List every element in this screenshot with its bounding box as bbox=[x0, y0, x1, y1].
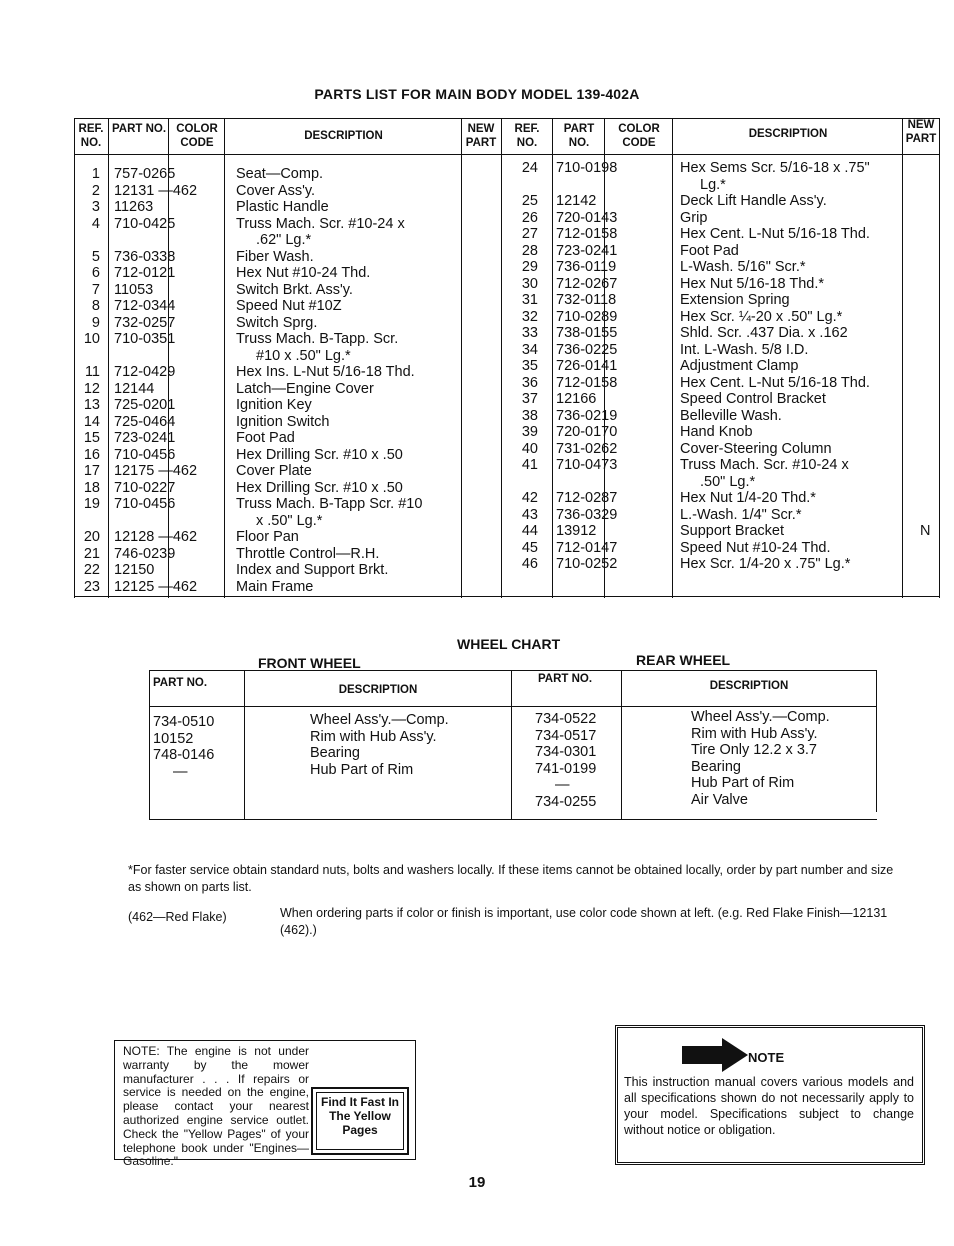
left-part-no: 710-0456 bbox=[114, 496, 176, 512]
right-description: Foot Pad bbox=[680, 242, 739, 259]
header-new-part-2: NEW PART bbox=[905, 119, 937, 145]
rear-description: Hub Part of Rim bbox=[691, 775, 795, 791]
left-ref-no: 9 bbox=[91, 314, 100, 331]
left-ref-no: 2 bbox=[91, 182, 100, 199]
left-ref-no: 1 bbox=[91, 166, 100, 182]
right-ref-no: 39 bbox=[521, 424, 538, 440]
front-part-no-header: PART NO. bbox=[152, 677, 208, 689]
wheel-chart-title: WHEEL CHART bbox=[457, 636, 561, 652]
right-row bbox=[74, 523, 940, 539]
right-ref-no: 29 bbox=[521, 259, 538, 275]
front-description: Wheel Ass'y.—Comp. bbox=[310, 712, 449, 728]
header-new-part: NEW PART bbox=[465, 123, 497, 149]
manual-note-text: This instruction manual covers various models and all specifications shown do not necessarily apply to your model. Specifications subject to change without notice or obligation. bbox=[624, 1075, 914, 1137]
front-description: Rim with Hub Ass'y. bbox=[310, 728, 437, 745]
front-desc-list bbox=[310, 712, 449, 778]
right-ref-no: 31 bbox=[521, 292, 538, 308]
right-ref-no: 26 bbox=[521, 209, 538, 226]
left-part-no: 736-0338 bbox=[114, 248, 176, 265]
right-row bbox=[74, 309, 940, 325]
engine-warranty-note bbox=[114, 1040, 416, 1169]
left-ref-no: 22 bbox=[83, 562, 100, 578]
right-description: L.-Wash. 1/4" Scr.* bbox=[680, 506, 802, 523]
right-row-continued bbox=[74, 474, 940, 490]
header-color-code-2: COLOR CODE bbox=[618, 123, 660, 149]
header-ref-no-2: REF. NO. bbox=[514, 123, 540, 149]
right-description: Speed Nut #10-24 Thd. bbox=[680, 539, 831, 556]
left-description: Hex Ins. L-Nut 5/16-18 Thd. bbox=[236, 364, 415, 380]
right-part-no: 710-0473 bbox=[556, 457, 618, 473]
left-description: Hex Nut #10-24 Thd. bbox=[236, 265, 371, 281]
left-description: Plastic Handle bbox=[236, 199, 329, 215]
left-description: Speed Nut #10Z bbox=[236, 298, 342, 314]
right-row bbox=[74, 292, 940, 308]
right-part-no: 712-0147 bbox=[556, 539, 618, 556]
left-part-no: 11263 bbox=[114, 199, 154, 215]
right-part-no: 736-0225 bbox=[556, 341, 618, 358]
wheel-table bbox=[149, 670, 877, 820]
front-part-no: — bbox=[173, 763, 188, 780]
right-ref-no: 37 bbox=[521, 391, 538, 407]
left-ref-no: 10 bbox=[83, 331, 100, 347]
header-description-2: DESCRIPTION bbox=[748, 128, 828, 140]
right-ref-no: 36 bbox=[521, 374, 538, 391]
right-row bbox=[74, 375, 940, 391]
right-description: Support Bracket bbox=[680, 523, 784, 539]
left-ref-no: 11 bbox=[84, 364, 100, 380]
right-ref-no: 24 bbox=[521, 160, 538, 176]
left-description: Switch Brkt. Ass'y. bbox=[236, 281, 353, 298]
right-row bbox=[74, 540, 940, 556]
left-description: Seat—Comp. bbox=[236, 166, 324, 182]
right-description: Cover-Steering Column bbox=[680, 440, 832, 457]
left-part-no: 725-0464 bbox=[114, 413, 176, 430]
left-ref-no: 16 bbox=[83, 446, 100, 463]
right-ref-no: 42 bbox=[521, 490, 538, 506]
left-part-no: 710-0425 bbox=[114, 215, 176, 232]
left-description: Hex Drilling Scr. #10 x .50 bbox=[236, 479, 403, 496]
right-description: Hex Scr. 1/4-20 x .75" Lg.* bbox=[680, 556, 851, 572]
right-ref-no: 27 bbox=[521, 226, 538, 242]
manual-note-label: NOTE bbox=[748, 1050, 785, 1065]
rear-description: Air Valve bbox=[691, 791, 748, 808]
right-row bbox=[74, 391, 940, 407]
right-description: Grip bbox=[680, 209, 708, 226]
right-row bbox=[74, 325, 940, 341]
left-ref-no: 18 bbox=[83, 479, 100, 496]
header-color-code: COLOR CODE bbox=[176, 123, 218, 149]
right-ref-no: 46 bbox=[521, 556, 538, 572]
front-part-list bbox=[153, 714, 214, 780]
left-part-no: 12125 —462 bbox=[114, 578, 198, 595]
right-description: Shld. Scr. .437 Dia. x .162 bbox=[680, 325, 848, 341]
right-ref-no: 40 bbox=[521, 440, 538, 457]
front-part-no: 748-0146 bbox=[153, 747, 215, 763]
right-part-no: 726-0141 bbox=[556, 358, 618, 374]
left-description-continued: x .50" Lg.* bbox=[256, 512, 323, 529]
left-ref-no: 19 bbox=[83, 496, 100, 512]
left-part-no: 710-0351 bbox=[114, 331, 176, 347]
right-description: Extension Spring bbox=[680, 292, 790, 308]
front-description: Bearing bbox=[310, 745, 360, 761]
right-part-no: 732-0118 bbox=[556, 292, 617, 308]
right-description: Hex Cent. L-Nut 5/16-18 Thd. bbox=[680, 226, 870, 242]
left-description: Switch Sprg. bbox=[236, 314, 318, 331]
left-part-no: 712-0121 bbox=[114, 265, 176, 281]
right-part-no: 712-0267 bbox=[556, 275, 618, 292]
right-ref-no: 34 bbox=[521, 341, 538, 358]
right-row bbox=[74, 210, 940, 226]
right-row bbox=[74, 556, 940, 572]
right-description: L-Wash. 5/16" Scr.* bbox=[680, 259, 806, 275]
right-new-part: N bbox=[920, 523, 931, 539]
left-part-no: 12150 bbox=[114, 562, 155, 578]
right-part-no: 723-0241 bbox=[556, 242, 618, 259]
left-description: Cover Ass'y. bbox=[236, 182, 316, 199]
right-row bbox=[74, 408, 940, 424]
right-description: Int. L-Wash. 5/8 I.D. bbox=[680, 341, 809, 358]
right-description: Hex Nut 5/16-18 Thd.* bbox=[680, 275, 825, 292]
right-part-no: 710-0252 bbox=[556, 556, 618, 572]
right-part-no: 710-0289 bbox=[556, 308, 618, 325]
right-part-no: 738-0155 bbox=[556, 325, 618, 341]
left-part-no: 12175 —462 bbox=[114, 463, 198, 479]
right-row bbox=[74, 441, 940, 457]
right-row bbox=[74, 226, 940, 242]
left-part-no: 12144 bbox=[114, 380, 155, 397]
right-ref-no: 25 bbox=[521, 193, 538, 209]
front-part-no: 734-0510 bbox=[153, 714, 215, 730]
rear-part-no: — bbox=[555, 777, 570, 793]
right-row bbox=[74, 243, 940, 259]
right-row bbox=[74, 342, 940, 358]
right-ref-no: 38 bbox=[521, 407, 538, 424]
left-ref-no: 17 bbox=[83, 463, 100, 479]
right-row bbox=[74, 259, 940, 275]
right-description: Hex Scr. ¼-20 x .50" Lg.* bbox=[680, 308, 843, 325]
right-row bbox=[74, 457, 940, 473]
right-part-no: 710-0198 bbox=[556, 160, 618, 176]
header-description: DESCRIPTION bbox=[304, 130, 383, 142]
engine-note-text: NOTE: The engine is not under warranty by the mower manufacturer . . . If repairs or service is needed on the engine, please contact your nearest authorized engine service outlet. Check the "Yellow Pages" of your telephone book under "Engines—Gasoline." bbox=[123, 1044, 309, 1169]
right-part-no: 12142 bbox=[556, 193, 597, 209]
left-part-no: 710-0456 bbox=[114, 446, 176, 463]
rear-part-no: 734-0517 bbox=[535, 727, 597, 744]
right-ref-no: 44 bbox=[521, 523, 538, 539]
rear-part-no: 741-0199 bbox=[535, 760, 597, 777]
right-ref-no: 32 bbox=[521, 308, 538, 325]
left-description-continued: .62" Lg.* bbox=[256, 232, 312, 248]
right-row bbox=[74, 424, 940, 440]
left-ref-no: 15 bbox=[83, 430, 100, 446]
left-description: Cover Plate bbox=[236, 463, 312, 479]
left-ref-no: 23 bbox=[83, 578, 100, 595]
left-description: Index and Support Brkt. bbox=[236, 562, 389, 578]
yellow-pages-badge bbox=[311, 1087, 409, 1155]
left-description: Floor Pan bbox=[236, 529, 299, 545]
left-description: Truss Mach. B-Tapp. Scr. bbox=[236, 331, 399, 347]
left-description: Truss Mach. Scr. #10-24 x bbox=[236, 215, 405, 232]
color-code-label: (462—Red Flake) bbox=[128, 910, 227, 924]
left-ref-no: 20 bbox=[83, 529, 100, 545]
right-row bbox=[74, 507, 940, 523]
right-part-no: 712-0158 bbox=[556, 374, 618, 391]
left-part-no: 746-0239 bbox=[114, 545, 176, 562]
front-description: Hub Part of Rim bbox=[310, 761, 414, 778]
right-part-no: 13912 bbox=[556, 523, 597, 539]
left-description: Throttle Control—R.H. bbox=[236, 545, 380, 562]
rear-part-no: 734-0522 bbox=[535, 711, 597, 727]
right-part-no: 720-0170 bbox=[556, 424, 618, 440]
left-description: Hex Drilling Scr. #10 x .50 bbox=[236, 446, 403, 463]
left-part-no: 757-0265 bbox=[114, 166, 176, 182]
right-row bbox=[74, 490, 940, 506]
left-part-no: 732-0257 bbox=[114, 314, 176, 331]
left-part-no: 723-0241 bbox=[114, 430, 176, 446]
right-part-no: 712-0158 bbox=[556, 226, 618, 242]
right-part-no: 736-0119 bbox=[556, 259, 617, 275]
color-code-footnote: When ordering parts if color or finish is important, use color code shown at left. (e.g. Red Flake Finish—12131 (462).) bbox=[280, 906, 888, 937]
right-description: Speed Control Bracket bbox=[680, 391, 826, 407]
right-ref-no: 45 bbox=[521, 539, 538, 556]
right-part-no: 12166 bbox=[556, 391, 597, 407]
right-description-continued: Lg.* bbox=[700, 176, 726, 193]
left-ref-no: 7 bbox=[91, 281, 100, 298]
rear-desc-list bbox=[691, 709, 830, 808]
right-ref-no: 28 bbox=[521, 242, 538, 259]
rear-description: Bearing bbox=[691, 758, 741, 775]
left-description: Latch—Engine Cover bbox=[236, 380, 374, 397]
parts-list-title: PARTS LIST FOR MAIN BODY MODEL 139-402A bbox=[314, 86, 640, 102]
right-row bbox=[74, 160, 940, 176]
right-part-no: 720-0143 bbox=[556, 209, 618, 226]
right-row bbox=[74, 276, 940, 292]
right-ref-no: 41 bbox=[521, 457, 538, 473]
rear-description: Rim with Hub Ass'y. bbox=[691, 725, 818, 742]
right-ref-no: 30 bbox=[521, 275, 538, 292]
left-part-no: 712-0344 bbox=[114, 298, 176, 314]
left-description: Truss Mach. B-Tapp Scr. #10 bbox=[236, 496, 423, 512]
rear-part-no: 734-0301 bbox=[535, 744, 597, 760]
right-part-no: 731-0262 bbox=[556, 440, 618, 457]
left-ref-no: 21 bbox=[83, 545, 100, 562]
left-row bbox=[74, 579, 940, 595]
front-wheel-label: FRONT WHEEL bbox=[258, 655, 361, 671]
right-part-no: 736-0219 bbox=[556, 407, 618, 424]
left-description: Fiber Wash. bbox=[236, 248, 314, 265]
asterisk-footnote: *For faster service obtain standard nuts, bolts and washers locally. If these items cannot be obtained locally, order by part number and size as shown on parts list. bbox=[128, 863, 894, 894]
rear-part-no-header: PART NO. bbox=[537, 673, 593, 685]
right-ref-no: 43 bbox=[521, 506, 538, 523]
header-part-no-2: PART NO. bbox=[563, 123, 595, 149]
manual-note-box bbox=[615, 1025, 925, 1165]
left-part-no: 725-0201 bbox=[114, 397, 176, 413]
right-description: Hex Cent. L-Nut 5/16-18 Thd. bbox=[680, 374, 870, 391]
right-description: Truss Mach. Scr. #10-24 x bbox=[680, 457, 849, 473]
right-row bbox=[74, 358, 940, 374]
rear-part-list bbox=[535, 711, 596, 810]
header-part-no: PART NO. bbox=[111, 123, 167, 135]
left-description: Ignition Switch bbox=[236, 413, 330, 430]
left-part-no: 12131 —462 bbox=[114, 182, 198, 199]
right-description: Belleville Wash. bbox=[680, 407, 782, 424]
right-part-no: 736-0329 bbox=[556, 506, 618, 523]
yellow-pages-text: Find It Fast In The Yellow Pages bbox=[316, 1092, 404, 1150]
front-part-no: 10152 bbox=[153, 730, 194, 747]
right-part-no: 712-0287 bbox=[556, 490, 618, 506]
page-number: 19 bbox=[468, 1174, 486, 1191]
left-ref-no: 13 bbox=[83, 397, 100, 413]
left-part-no: 12128 —462 bbox=[114, 529, 198, 545]
left-ref-no: 12 bbox=[83, 380, 100, 397]
left-ref-no: 3 bbox=[91, 199, 100, 215]
left-ref-no: 8 bbox=[91, 298, 100, 314]
left-description: Foot Pad bbox=[236, 430, 295, 446]
front-description-header: DESCRIPTION bbox=[338, 684, 418, 696]
right-description-continued: .50" Lg.* bbox=[700, 473, 756, 490]
right-row-continued bbox=[74, 177, 940, 193]
right-ref-no: 33 bbox=[521, 325, 538, 341]
left-ref-no: 14 bbox=[83, 413, 100, 430]
left-ref-no: 6 bbox=[91, 265, 100, 281]
header-ref-no: REF. NO. bbox=[78, 123, 104, 149]
left-description: Main Frame bbox=[236, 578, 314, 595]
left-part-no: 712-0429 bbox=[114, 364, 176, 380]
right-ref-no: 35 bbox=[521, 358, 538, 374]
left-part-no: 710-0227 bbox=[114, 479, 176, 496]
left-part-no: 11053 bbox=[114, 281, 154, 298]
left-ref-no: 5 bbox=[91, 248, 100, 265]
rear-description: Wheel Ass'y.—Comp. bbox=[691, 709, 830, 725]
right-description: Adjustment Clamp bbox=[680, 358, 799, 374]
right-description: Hand Knob bbox=[680, 424, 753, 440]
rear-part-no: 734-0255 bbox=[535, 793, 597, 810]
rear-description: Tire Only 12.2 x 3.7 bbox=[691, 742, 817, 758]
parts-table bbox=[74, 118, 940, 598]
right-description: Deck Lift Handle Ass'y. bbox=[680, 193, 827, 209]
right-description: Hex Sems Scr. 5/16-18 x .75" bbox=[680, 160, 870, 176]
left-description: Ignition Key bbox=[236, 397, 312, 413]
left-ref-no: 4 bbox=[91, 215, 100, 232]
rear-wheel-label: REAR WHEEL bbox=[636, 652, 731, 668]
right-description: Hex Nut 1/4-20 Thd.* bbox=[680, 490, 816, 506]
arrow-right-icon bbox=[682, 1038, 748, 1072]
left-description-continued: #10 x .50" Lg.* bbox=[256, 347, 351, 364]
right-row bbox=[74, 193, 940, 209]
rear-description-header: DESCRIPTION bbox=[709, 680, 789, 692]
